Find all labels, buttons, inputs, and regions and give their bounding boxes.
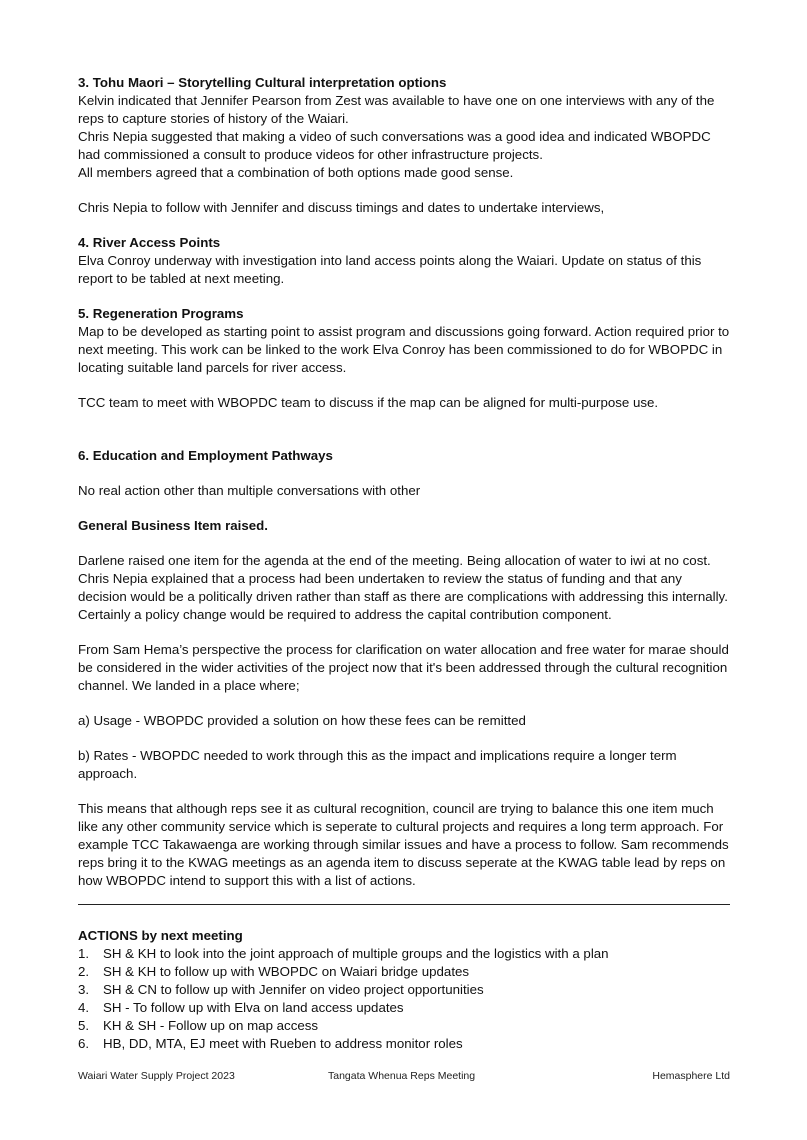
section-3-paragraph-4: Chris Nepia to follow with Jennifer and discuss timings and dates to undertake interviews, xyxy=(78,200,605,215)
section-3-paragraph-1: Kelvin indicated that Jennifer Pearson from Zest was available to have one on one interviews with any of the reps to capture stories of history of the Waiari. xyxy=(78,93,715,126)
action-item xyxy=(78,1035,730,1053)
general-business-paragraph-5: This means that although reps see it as cultural recognition, council are trying to balance this one item much like any other community service which is seperate to cultural projects and requires a long term approach. For example TCC Takawaenga are working through similar issues and have a process to follow. Sam recommends reps bring it to the KWAG meetings as an agenda item to discuss seperate at the KWAG table lead by reps on how WBOPDC intend to support this with a list of actions. xyxy=(78,801,729,888)
section-4-heading: 4. River Access Points xyxy=(78,235,221,250)
section-3-heading: 3. Tohu Maori – Storytelling Cultural interpretation options xyxy=(78,75,447,90)
action-item xyxy=(78,945,730,963)
general-business-heading: General Business Item raised. xyxy=(78,518,268,533)
action-text: SH & KH to look into the joint approach of multiple groups and the logistics with a plan xyxy=(103,946,609,961)
horizontal-divider xyxy=(78,904,730,905)
action-item xyxy=(78,999,730,1017)
action-item xyxy=(78,963,730,981)
section-6-heading: 6. Education and Employment Pathways xyxy=(78,448,333,463)
action-number: 5. xyxy=(78,1018,90,1033)
action-number: 3. xyxy=(78,982,90,997)
action-text: SH & CN to follow up with Jennifer on video project opportunities xyxy=(103,982,484,997)
action-text: SH - To follow up with Elva on land access updates xyxy=(103,1000,404,1015)
action-text: KH & SH - Follow up on map access xyxy=(103,1018,319,1033)
action-text: SH & KH to follow up with WBOPDC on Waiari bridge updates xyxy=(103,964,470,979)
general-business-paragraph-1: Darlene raised one item for the agenda at the end of the meeting. Being allocation of water to iwi at no cost. Chris Nepia explained that a process had been undertaken to review the status of funding and that any decision would be a politically driven rather than staff as there are complications with addressing this internally. Certainly a policy change would be required to address the capital contribution component. xyxy=(78,553,728,622)
section-4-paragraph-1: Elva Conroy underway with investigation into land access points along the Waiari. Update on status of this report to be tabled at next meeting. xyxy=(78,253,702,286)
footer-meeting: Tangata Whenua Reps Meeting xyxy=(328,1070,476,1082)
actions-list xyxy=(78,945,730,1053)
page-footer xyxy=(78,1070,730,1086)
general-business-paragraph-2: From Sam Hema’s perspective the process for clarification on water allocation and free water for marae should be considered in the wider activities of the project now that it's been addressed through the cultural recognition channel. We landed in a place where; xyxy=(78,642,729,693)
action-number: 1. xyxy=(78,946,90,961)
action-number: 4. xyxy=(78,1000,90,1015)
section-5-paragraph-1: Map to be developed as starting point to assist program and discussions going forward. Action required prior to next meeting. This work can be linked to the work Elva Conroy has been commissioned to do for WBOPDC in locating suitable land parcels for river access. xyxy=(78,324,730,375)
section-3-paragraph-3: All members agreed that a combination of both options made good sense. xyxy=(78,165,514,180)
section-5-heading: 5. Regeneration Programs xyxy=(78,306,244,321)
action-number: 6. xyxy=(78,1036,90,1051)
action-number: 2. xyxy=(78,964,90,979)
action-item xyxy=(78,981,730,999)
general-business-rates: b) Rates - WBOPDC needed to work through this as the impact and implications require a longer term approach. xyxy=(78,748,677,781)
actions-heading: ACTIONS by next meeting xyxy=(78,928,243,943)
document-body xyxy=(78,74,730,1053)
action-text: HB, DD, MTA, EJ meet with Rueben to address monitor roles xyxy=(103,1036,463,1051)
action-item xyxy=(78,1017,730,1035)
footer-company: Hemasphere Ltd xyxy=(652,1070,730,1082)
footer-project: Waiari Water Supply Project 2023 xyxy=(78,1070,235,1082)
general-business-usage: a) Usage - WBOPDC provided a solution on how these fees can be remitted xyxy=(78,713,526,728)
section-6-paragraph-1: No real action other than multiple conversations with other xyxy=(78,483,421,498)
section-3-paragraph-2: Chris Nepia suggested that making a video of such conversations was a good idea and indicated WBOPDC had commissioned a consult to produce videos for other infrastructure projects. xyxy=(78,129,711,162)
section-5-paragraph-2: TCC team to meet with WBOPDC team to discuss if the map can be aligned for multi-purpose use. xyxy=(78,395,659,410)
